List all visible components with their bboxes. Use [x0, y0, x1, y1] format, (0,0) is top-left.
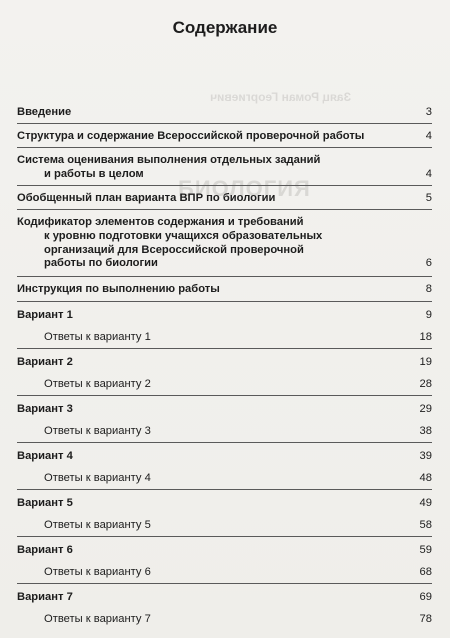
divider — [17, 209, 432, 210]
toc-entry-text: Вариант 6 — [17, 544, 73, 556]
divider — [17, 301, 432, 302]
toc-page-number: 4 — [425, 167, 432, 180]
bleed-heading: БИОЛОГИЯ — [178, 176, 311, 201]
toc-page-number: 49 — [419, 497, 432, 509]
toc-entry-text: Ответы к варианту 2 — [44, 378, 151, 390]
toc-page-number: 48 — [419, 472, 432, 484]
divider — [17, 536, 432, 537]
toc-page-number: 8 — [425, 283, 432, 295]
toc-entry-text: Ответы к варианту 6 — [44, 566, 151, 578]
divider — [17, 147, 432, 148]
toc-entry-variant-4 — [17, 450, 432, 464]
toc-entry-answers-3 — [17, 425, 432, 439]
toc-entry-introduction — [17, 106, 432, 120]
toc-entry-instruction — [17, 283, 432, 297]
toc-entry-variant-2 — [17, 356, 432, 370]
toc-entry-text: Кодификатор элементов содержания и требований — [17, 216, 304, 228]
toc-page-number: 29 — [419, 403, 432, 415]
toc-entry-answers-5 — [17, 519, 432, 533]
toc-page-number: 68 — [419, 566, 432, 578]
divider — [17, 348, 432, 349]
toc-entry-text: Ответы к варианту 3 — [44, 425, 151, 437]
toc-entry-text: Ответы к варианту 7 — [44, 613, 151, 625]
toc-page-number: 3 — [425, 106, 432, 118]
toc-entry-text: Система оценивания выполнения отдельных заданий — [17, 154, 321, 166]
toc-page-number: 5 — [425, 192, 432, 204]
toc-entry-plan — [17, 192, 432, 206]
toc-page-number: 58 — [419, 519, 432, 531]
toc-entry-answers-4 — [17, 472, 432, 486]
toc-entry-text-line2: и работы в целом — [44, 167, 144, 180]
page-title: Содержание — [172, 18, 278, 37]
toc-entry-text: Вариант 1 — [17, 309, 73, 321]
toc-entry-variant-1 — [17, 309, 432, 323]
bleed-author: Заяц Роман Георгиевич — [210, 90, 352, 104]
toc-entry-text-line2: к уровню подготовки учащихся образовательных — [44, 229, 323, 242]
toc-entry-text: Ответы к варианту 5 — [44, 519, 151, 531]
toc-entry-text: Ответы к варианту 1 — [44, 331, 151, 343]
toc-page-number: 39 — [419, 450, 432, 462]
toc-entry-answers-7 — [17, 613, 432, 627]
toc-entry-text: Обобщенный план варианта ВПР по биологии — [17, 192, 276, 204]
toc-entry-text: Вариант 2 — [17, 356, 73, 368]
toc-page-number: 69 — [419, 591, 432, 603]
toc-page-number: 38 — [419, 425, 432, 437]
toc-entry-text: Вариант 3 — [17, 403, 73, 415]
toc-entry-variant-6 — [17, 544, 432, 558]
toc-entry-text: Вариант 7 — [17, 591, 73, 603]
toc-entry-structure — [17, 130, 432, 144]
divider — [17, 395, 432, 396]
toc-page-number: 9 — [425, 309, 432, 321]
toc-entry-variant-7 — [17, 591, 432, 605]
toc-entry-text-line3: организаций для Всероссийской проверочной — [44, 243, 304, 256]
toc-entry-text: Введение — [17, 106, 72, 118]
divider — [17, 489, 432, 490]
toc-page-number: 59 — [419, 544, 432, 556]
divider — [17, 583, 432, 584]
toc-entry-text: Структура и содержание Всероссийской проверочной работы — [17, 130, 365, 142]
toc-page-number: 4 — [425, 130, 432, 142]
toc-entry-text: Ответы к варианту 4 — [44, 472, 151, 484]
toc-page-number: 19 — [419, 356, 432, 368]
divider — [17, 442, 432, 443]
toc-entry-text-line4: работы по биологии — [44, 257, 158, 270]
toc-entry-text: Вариант 5 — [17, 497, 73, 509]
toc-entry-answers-1 — [17, 331, 432, 345]
toc-page-number: 78 — [419, 613, 432, 625]
toc-page-number: 18 — [419, 331, 432, 343]
toc-entry-text: Вариант 4 — [17, 450, 73, 462]
toc-entry-variant-3 — [17, 403, 432, 417]
toc-entry-assessment — [17, 154, 432, 182]
divider — [17, 276, 432, 277]
toc-entry-answers-6 — [17, 566, 432, 580]
divider — [17, 185, 432, 186]
toc-entry-codifier — [17, 216, 432, 271]
toc-page-number: 28 — [419, 378, 432, 390]
toc-entry-text: Инструкция по выполнению работы — [17, 283, 220, 295]
divider — [17, 123, 432, 124]
toc-entry-variant-5 — [17, 497, 432, 511]
toc-page-number: 6 — [425, 257, 432, 270]
toc-entry-answers-2 — [17, 378, 432, 392]
